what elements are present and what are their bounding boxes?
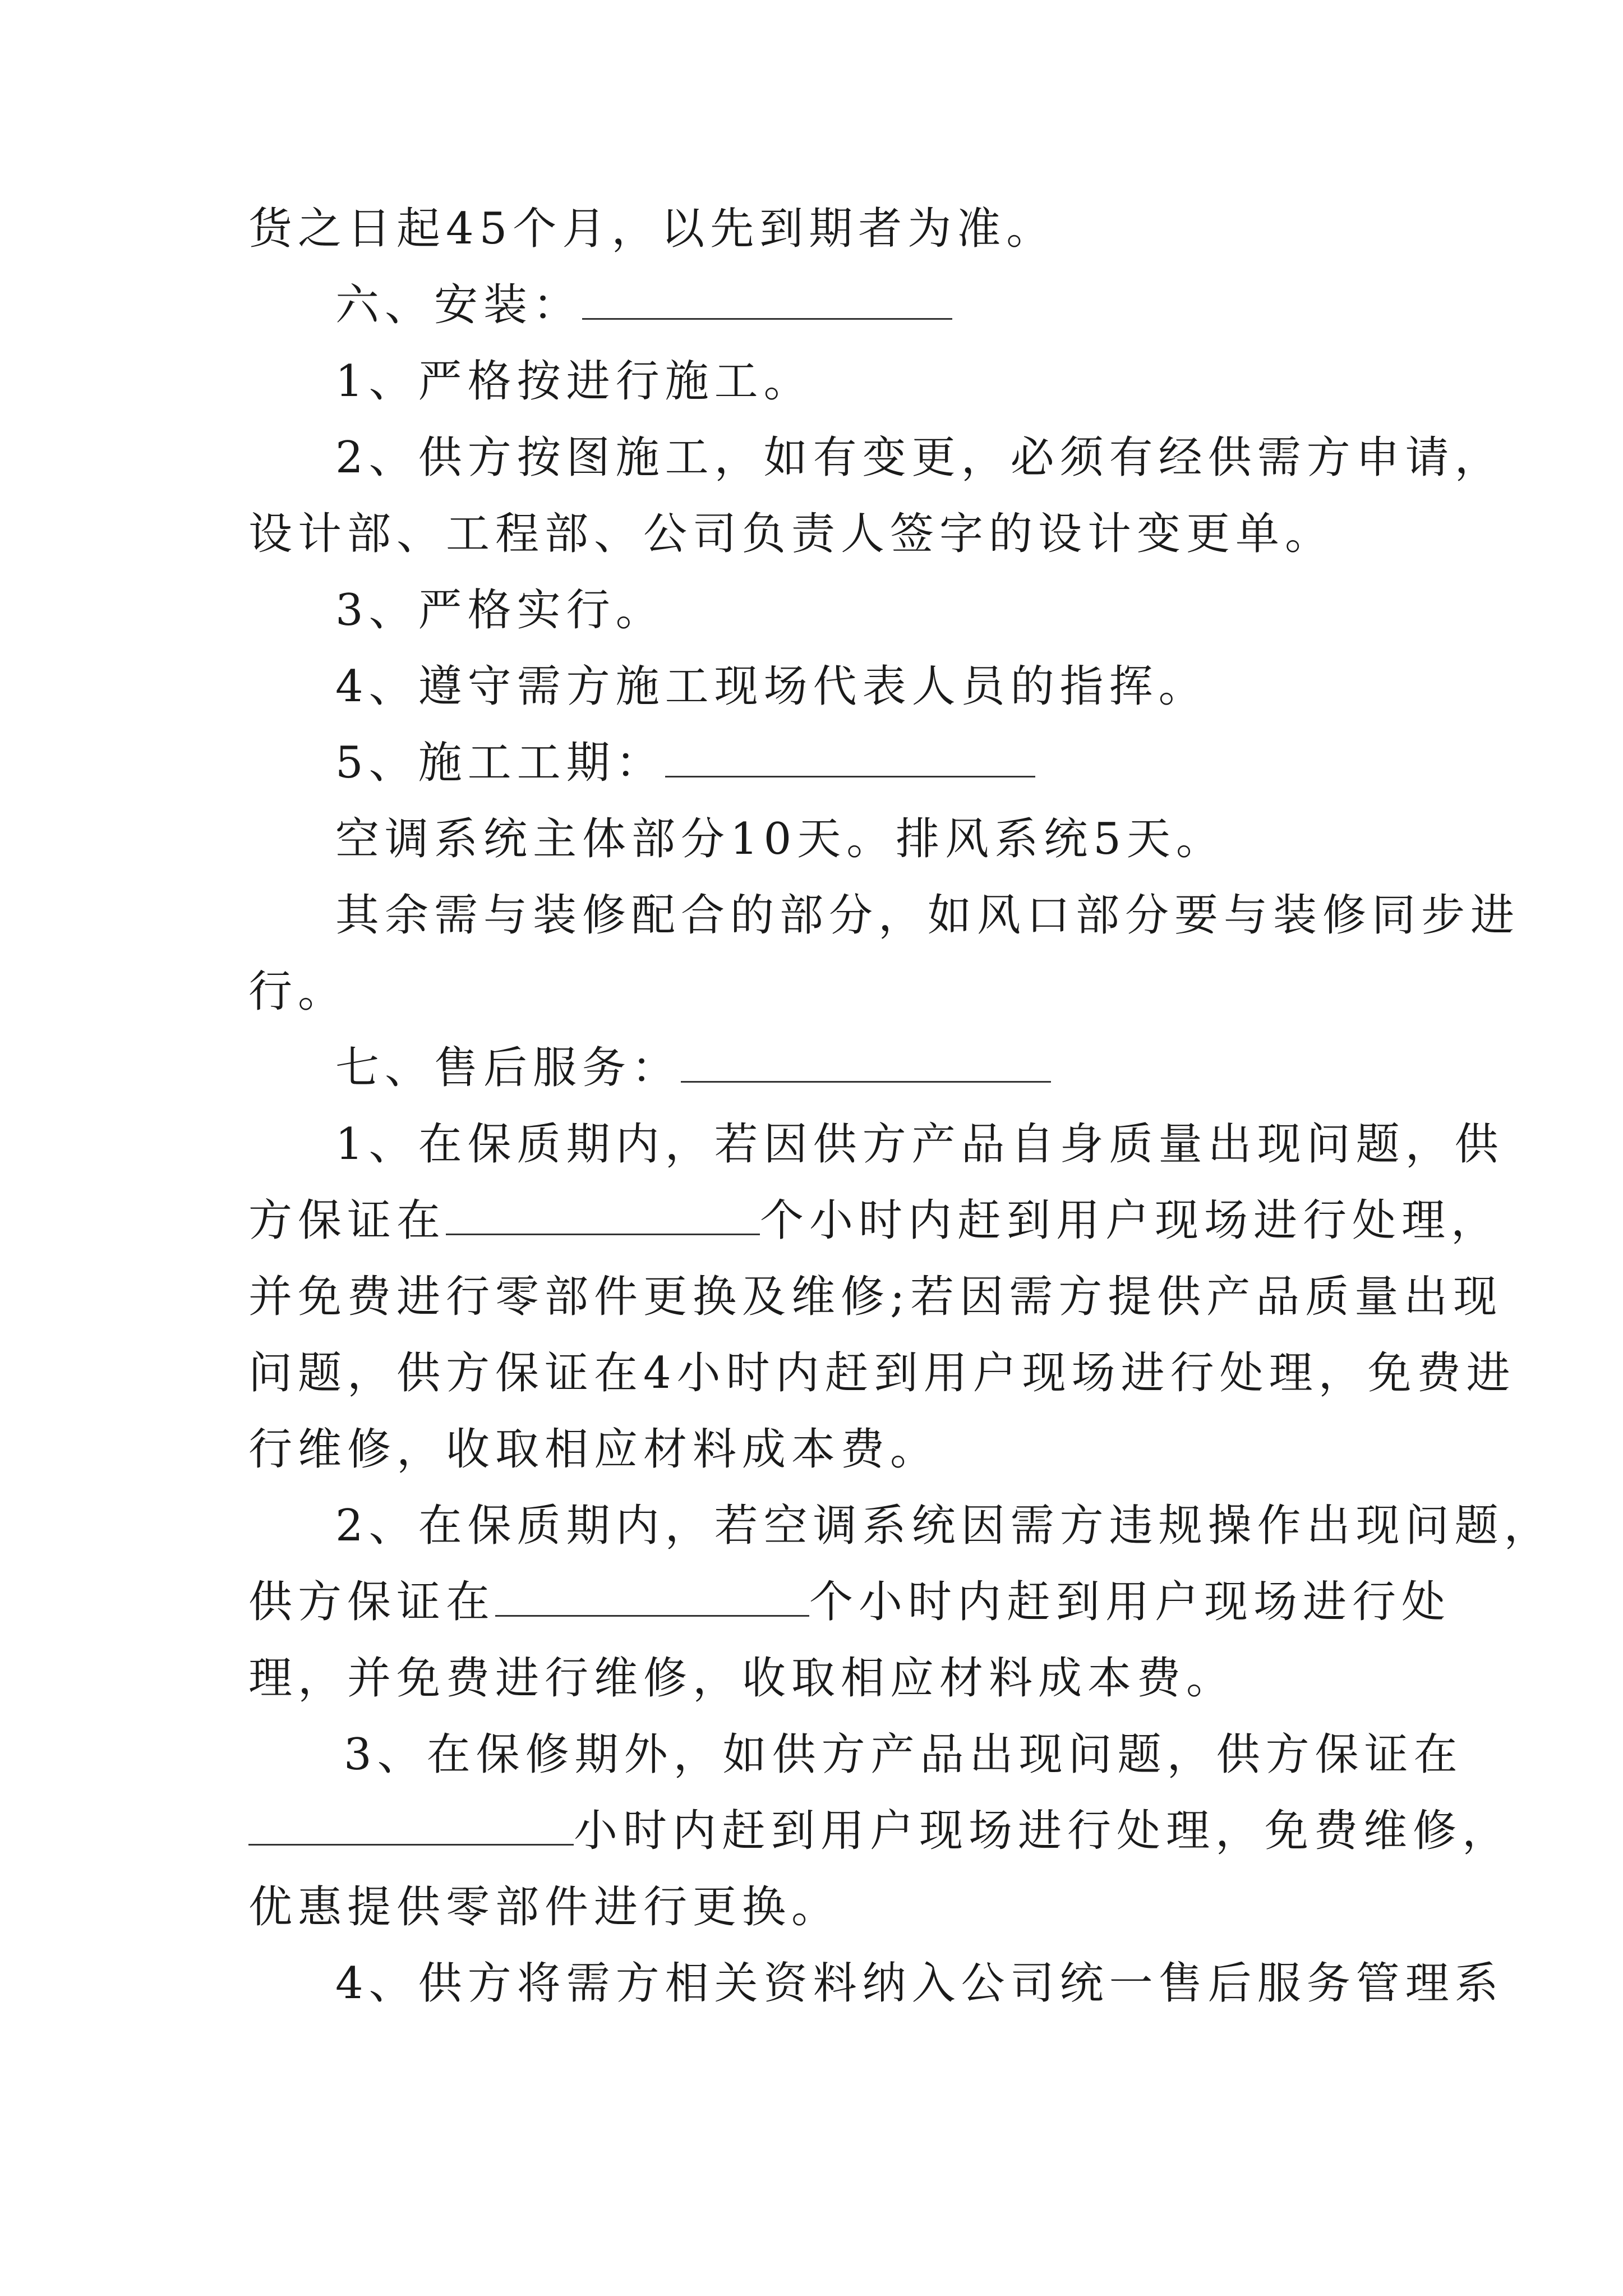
construction-period-line — [248, 725, 1387, 801]
paragraph-line: 2、在保质期内，若空调系统因需方违规操作出现问题， — [335, 1501, 1553, 1551]
paragraph-line: 4、供方将需方相关资料纳入公司统一售后服务管理系 — [335, 1958, 1504, 2009]
text-segment: 个小时内赶到用户现场进行处 — [809, 1577, 1451, 1627]
paragraph-line: 1、在保质期内，若因供方产品自身质量出现问题，供 — [335, 1119, 1504, 1170]
fill-in-blank[interactable] — [665, 737, 1035, 777]
text-segment: 方保证在 — [248, 1195, 446, 1246]
paragraph-line: 并免费进行零部件更换及维修;若因需方提供产品质量出现 — [248, 1272, 1503, 1322]
response-time-line — [248, 1793, 1512, 1869]
paragraph-line: 4、遵守需方施工现场代表人员的指挥。 — [335, 661, 1208, 712]
paragraph-line: 行。 — [248, 967, 348, 1017]
fill-in-blank[interactable] — [582, 279, 952, 320]
construction-period-label: 5、施工工期： — [335, 738, 665, 788]
paragraph-line: 设计部、工程部、公司负责人签字的设计变更单。 — [248, 509, 1335, 559]
paragraph-line: 问题，供方保证在4小时内赶到用户现场进行处理，免费进 — [248, 1348, 1516, 1398]
paragraph-line: 优惠提供零部件进行更换。 — [248, 1882, 841, 1932]
response-time-line — [248, 1564, 1451, 1640]
fill-in-blank[interactable] — [495, 1576, 809, 1617]
text-segment: 小时内赶到用户现场进行处理，免费维修， — [574, 1806, 1512, 1856]
paragraph-line: 理，并免费进行维修，收取相应材料成本费。 — [248, 1653, 1236, 1704]
paragraph-line: 1、严格按进行施工。 — [335, 356, 813, 407]
contract-text — [248, 191, 1553, 2022]
paragraph-line: 3、严格实行。 — [335, 585, 665, 636]
paragraph-line: 其余需与装修配合的部分，如风口部分要与装修同步进 — [335, 890, 1520, 941]
fill-in-blank[interactable] — [248, 1805, 574, 1846]
paragraph-line: 货之日起45个月，以先到期者为准。 — [248, 204, 1056, 254]
paragraph-line: 2、供方按图施工，如有变更，必须有经供需方申请， — [335, 432, 1504, 483]
section-seven-heading — [248, 1030, 1387, 1106]
section-six-heading — [248, 267, 1387, 343]
text-segment: 供方保证在 — [248, 1577, 496, 1627]
section-heading-label: 七、售后服务： — [335, 1043, 681, 1093]
text-segment: 个小时内赶到用户现场进行处理， — [760, 1195, 1501, 1246]
paragraph-line: 空调系统主体部分10天。排风系统5天。 — [335, 814, 1225, 864]
paragraph-line: 行维修，收取相应材料成本费。 — [248, 1424, 940, 1475]
section-heading-label: 六、安装： — [335, 280, 583, 330]
response-time-line — [248, 1182, 1501, 1259]
fill-in-blank[interactable] — [446, 1194, 760, 1235]
paragraph-line: 3、在保修期外，如供方产品出现问题，供方保证在 — [344, 1729, 1463, 1780]
fill-in-blank[interactable] — [681, 1042, 1051, 1083]
